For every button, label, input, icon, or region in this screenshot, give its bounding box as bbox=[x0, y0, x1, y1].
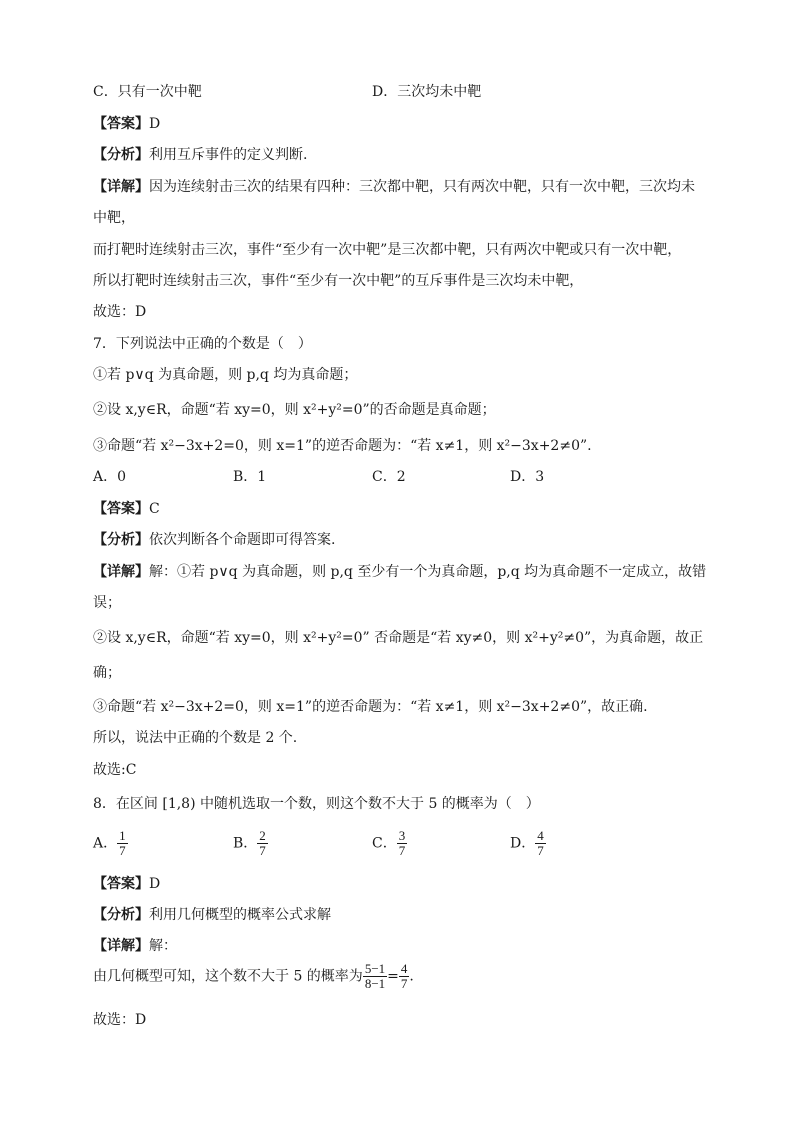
analysis-tag: 【分析】 bbox=[93, 147, 149, 163]
q8-option-a-label: A． bbox=[93, 835, 118, 852]
q8-result-fraction bbox=[399, 962, 410, 991]
q8-answer: D bbox=[149, 876, 161, 892]
q6-detail-line-1 bbox=[93, 178, 695, 196]
q6-analysis: 利用互斥事件的定义判断. bbox=[149, 147, 308, 163]
q7-option-b: B．1 bbox=[233, 469, 267, 485]
answer-tag: 【答案】 bbox=[93, 876, 149, 892]
fraction-denominator: 7 bbox=[119, 843, 126, 858]
fraction-numerator: 1 bbox=[119, 828, 126, 843]
q8-option-d-label: D． bbox=[510, 835, 536, 852]
q7-detail-line-1 bbox=[93, 563, 706, 581]
q7-answer-line bbox=[93, 500, 160, 518]
analysis-tag: 【分析】 bbox=[93, 907, 149, 923]
q8-detail-line-2 bbox=[93, 962, 414, 991]
q8-option-a bbox=[93, 829, 128, 858]
detail-tag: 【详解】 bbox=[93, 938, 149, 954]
fraction-numerator: 4 bbox=[537, 828, 544, 843]
q6-detail-line-3: 而打靶时连续射击三次，事件“至少有一次中靶”是三次都中靶，只有两次中靶或只有一次中靶， bbox=[93, 242, 682, 258]
q8-detail-text-1: 解： bbox=[149, 938, 177, 954]
q6-analysis-line bbox=[93, 146, 307, 164]
q7-statement-1: ①若 p∨q 为真命题，则 p,q 均为真命题； bbox=[93, 367, 358, 383]
q8-detail-line-1 bbox=[93, 937, 177, 955]
q8-calc-fraction bbox=[363, 962, 387, 991]
q7-detail-line-5: ③命题“若 x²−3x+2=0，则 x=1”的逆否命题为：“若 x≠1，则 x²−3x+2≠0”，故正确. bbox=[93, 699, 648, 715]
q8-option-a-fraction bbox=[117, 829, 128, 858]
q8-option-c-label: C． bbox=[372, 835, 397, 852]
equals-sign: = bbox=[387, 968, 399, 985]
analysis-tag: 【分析】 bbox=[93, 532, 149, 548]
q8-answer-line bbox=[93, 875, 160, 893]
q6-detail-line-4: 所以打靶时连续射击三次，事件“至少有一次中靶”的互斥事件是三次均未中靶， bbox=[93, 273, 584, 289]
fraction-numerator: 3 bbox=[398, 828, 406, 843]
q8-option-c bbox=[372, 829, 407, 858]
q6-answer: D bbox=[149, 116, 161, 132]
q7-choose: 故选:C bbox=[93, 762, 137, 778]
q7-statement-2: ②设 x,y∈R，命题“若 xy=0，则 x²+y²=0”的否命题是真命题； bbox=[93, 402, 496, 418]
detail-tag: 【详解】 bbox=[93, 564, 149, 580]
q8-option-d-fraction bbox=[535, 829, 546, 858]
q7-stem: 7．下列说法中正确的个数是（ ） bbox=[93, 336, 312, 352]
answer-tag: 【答案】 bbox=[93, 116, 149, 132]
q8-option-b bbox=[233, 829, 268, 858]
fraction-denominator: 7 bbox=[259, 843, 266, 858]
q8-option-b-label: B． bbox=[233, 835, 258, 852]
q8-option-c-fraction bbox=[397, 829, 408, 858]
answer-tag: 【答案】 bbox=[93, 501, 149, 517]
q8-stem: 8．在区间 [1,8) 中随机选取一个数，则这个数不大于 5 的概率为（ ） bbox=[93, 796, 540, 812]
q6-detail-text-1: 因为连续射击三次的结果有四种：三次都中靶，只有两次中靶，只有一次中靶，三次均未 bbox=[149, 179, 695, 195]
fraction-denominator: 7 bbox=[400, 976, 408, 991]
fraction-numerator: 5−1 bbox=[364, 961, 386, 976]
q7-detail-line-3: ②设 x,y∈R，命题“若 xy=0，则 x²+y²=0” 否命题是“若 xy≠0，则 x²+y²≠0”，为真命题，故正 bbox=[93, 630, 704, 646]
q6-choose: 故选：D bbox=[93, 304, 147, 320]
q7-detail-text-1: 解：①若 p∨q 为真命题，则 p,q 至少有一个为真命题，p,q 均为真命题不一定成立，故错 bbox=[149, 564, 707, 580]
q6-detail-line-2: 中靶， bbox=[93, 210, 135, 226]
q8-option-b-fraction bbox=[257, 829, 268, 858]
q7-option-a: A．0 bbox=[93, 469, 127, 485]
q7-answer: C bbox=[149, 501, 160, 517]
q8-detail-text-2: 由几何概型可知，这个数不大于 5 的概率为 bbox=[93, 968, 363, 985]
q8-option-d bbox=[510, 829, 546, 858]
q8-analysis: 利用几何概型的概率公式求解 bbox=[149, 907, 331, 923]
q7-detail-line-4: 确； bbox=[93, 665, 121, 681]
q6-answer-line bbox=[93, 115, 160, 133]
q6-option-d: D．三次均未中靶 bbox=[372, 84, 482, 100]
fraction-denominator: 7 bbox=[537, 843, 544, 858]
q8-choose: 故选：D bbox=[93, 1012, 147, 1028]
q6-option-c: C．只有一次中靶 bbox=[93, 84, 202, 100]
fraction-numerator: 2 bbox=[259, 828, 266, 843]
q7-option-d: D．3 bbox=[510, 469, 545, 485]
period: . bbox=[409, 968, 414, 985]
q7-analysis-line bbox=[93, 531, 335, 549]
detail-tag: 【详解】 bbox=[93, 179, 149, 195]
q7-detail-line-2: 误； bbox=[93, 595, 121, 611]
fraction-denominator: 7 bbox=[398, 843, 406, 858]
q7-statement-3: ③命题“若 x²−3x+2=0，则 x=1”的逆否命题为：“若 x≠1，则 x²−3x+2≠0”. bbox=[93, 438, 592, 454]
q8-analysis-line bbox=[93, 906, 331, 924]
q7-analysis: 依次判断各个命题即可得答案. bbox=[149, 532, 336, 548]
q7-detail-line-6: 所以，说法中正确的个数是 2 个. bbox=[93, 730, 298, 746]
fraction-denominator: 8−1 bbox=[364, 976, 386, 991]
fraction-numerator: 4 bbox=[400, 961, 408, 976]
q7-option-c: C．2 bbox=[372, 469, 406, 485]
